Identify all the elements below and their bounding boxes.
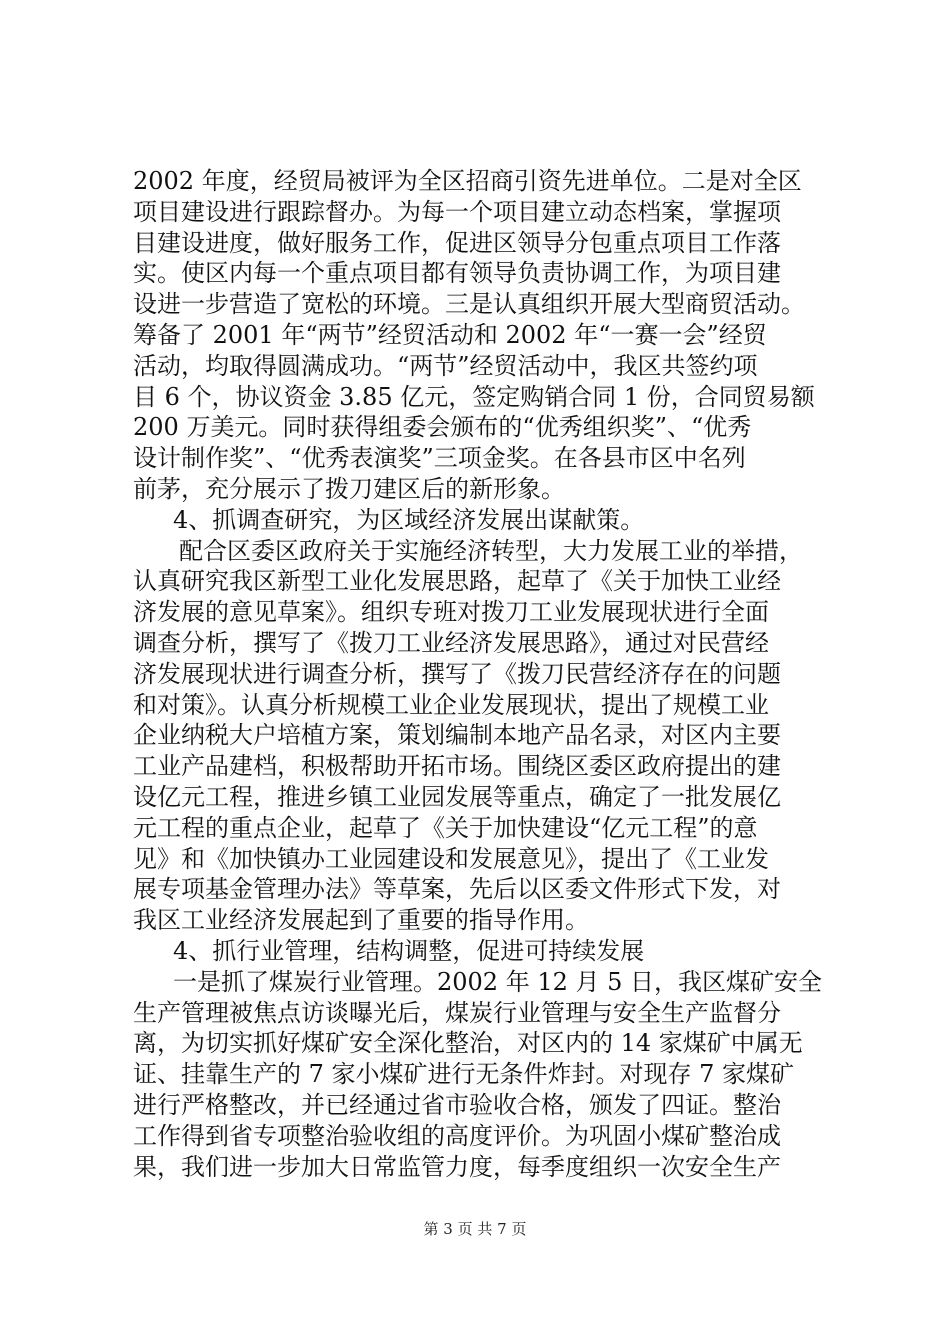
text-line: 设进一步营造了宽松的环境。三是认真组织开展大型商贸活动。 [133, 290, 805, 319]
text-line: 元工程的重点企业，起草了《关于加快建设“亿元工程”的意 [133, 813, 758, 842]
text-line: 进行严格整改，并已经通过省市验收合格，颁发了四证。整治 [133, 1090, 781, 1119]
text-line: 离，为切实抓好煤矿安全深化整治，对区内的 14 家煤矿中属无 [133, 1029, 803, 1058]
text-line: 活动，均取得圆满成功。“两节”经贸活动中，我区共签约项 [133, 351, 758, 380]
text-line: 设亿元工程，推进乡镇工业园发展等重点，确定了一批发展亿 [133, 782, 781, 811]
text-line: 生产管理被焦点访谈曝光后，煤炭行业管理与安全生产监督分 [133, 998, 781, 1027]
page-number-footer: 第 3 页 共 7 页 [423, 1220, 527, 1238]
text-line: 认真研究我区新型工业化发展思路，起草了《关于加快工业经 [133, 567, 781, 596]
text-line: 我区工业经济发展起到了重要的指导作用。 [133, 906, 589, 935]
text-line: 企业纳税大户培植方案，策划编制本地产品名录，对区内主要 [133, 721, 781, 750]
text-line: 证、挂靠生产的 7 家小煤矿进行无条件炸封。对现存 7 家煤矿 [133, 1060, 795, 1089]
text-line: 和对策》。认真分析规模工业企业发展现状，提出了规模工业 [133, 690, 769, 719]
text-line: 展专项基金管理办法》等草案，先后以区委文件形式下发，对 [133, 875, 781, 904]
paragraph-first-line: 配合区委区政府关于实施经济转型，大力发展工业的举措， [179, 536, 803, 565]
text-line: 项目建设进行跟踪督办。为每一个项目建立动态档案，掌握项 [133, 197, 781, 226]
text-line: 工作得到省专项整治验收组的高度评价。为巩固小煤矿整治成 [133, 1121, 781, 1150]
text-line: 设计制作奖”、“优秀表演奖”三项金奖。在各县市区中名列 [133, 444, 746, 473]
text-line: 筹备了 2001 年“两节”经贸活动和 2002 年“一赛一会”经贸 [133, 320, 767, 349]
text-line: 济发展的意见草案》。组织专班对拨刀工业发展现状进行全面 [133, 598, 769, 627]
text-line: 济发展现状进行调查分析，撰写了《拨刀民营经济存在的问题 [133, 659, 781, 688]
paragraph-first-line: 一是抓了煤炭行业管理。2002 年 12 月 5 日，我区煤矿安全 [173, 967, 823, 996]
section-heading: 4、抓行业管理，结构调整，促进可持续发展 [173, 936, 645, 965]
text-line: 200 万美元。同时获得组委会颁布的“优秀组织奖”、“优秀 [133, 413, 752, 442]
text-line: 调查分析，撰写了《拨刀工业经济发展思路》，通过对民营经 [133, 628, 769, 657]
text-line: 前茅，充分展示了拨刀建区后的新形象。 [133, 474, 565, 503]
text-line: 目 6 个，协议资金 3.85 亿元，签定购销合同 1 份，合同贸易额 [133, 382, 815, 411]
text-line: 实。使区内每一个重点项目都有领导负责协调工作，为项目建 [133, 259, 781, 288]
text-line: 2002 年度，经贸局被评为全区招商引资先进单位。二是对全区 [133, 167, 802, 195]
section-heading: 4、抓调查研究，为区域经济发展出谋献策。 [173, 505, 645, 534]
document-body [133, 166, 833, 1182]
text-line: 工业产品建档，积极帮助开拓市场。围绕区委区政府提出的建 [133, 752, 781, 781]
text-line: 见》和《加快镇办工业园建设和发展意见》，提出了《工业发 [133, 844, 769, 873]
text-line: 果，我们进一步加大日常监管力度，每季度组织一次安全生产 [133, 1152, 781, 1181]
text-line: 目建设进度，做好服务工作，促进区领导分包重点项目工作落 [133, 228, 781, 257]
